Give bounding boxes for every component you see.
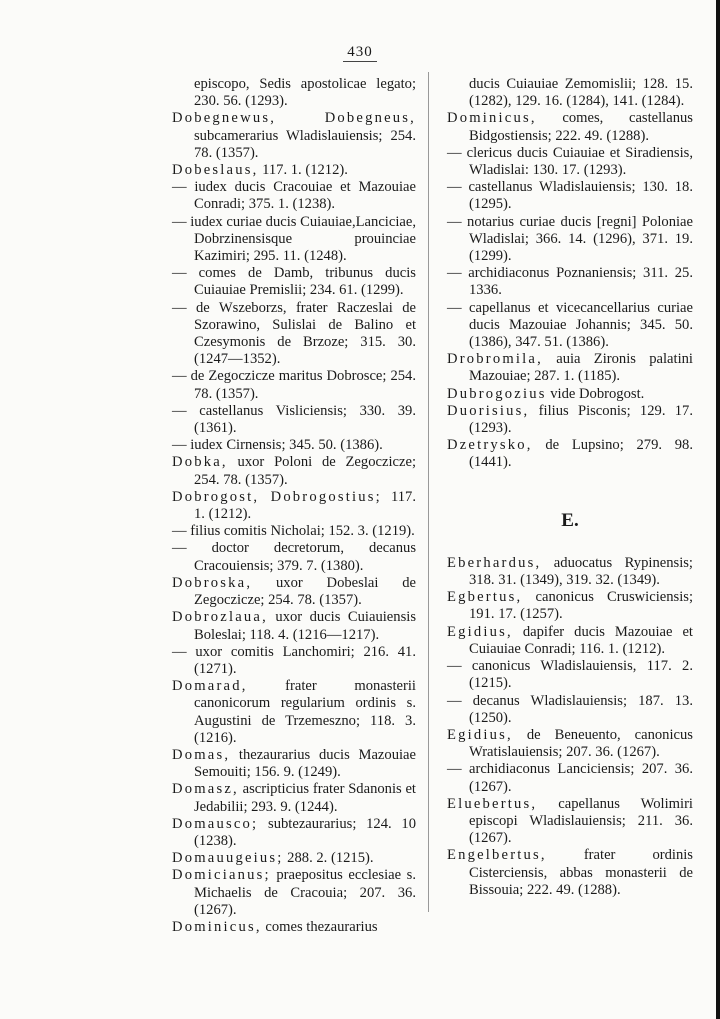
- entry-text: episcopo, Sedis apostolicae legato; 230. 56. (1293).: [194, 76, 416, 110]
- right-column: [447, 76, 693, 899]
- section-letter-heading: E.: [561, 509, 579, 531]
- entry-headword: Dobeslaus,: [172, 162, 259, 179]
- entry-text: — filius comitis Nicholai; 152. 3. (1219).: [172, 523, 415, 540]
- entry-headword: Dominicus,: [172, 918, 262, 935]
- index-entry: [172, 609, 416, 643]
- page-edge-shadow: [716, 0, 720, 1019]
- index-subentry: [447, 214, 693, 266]
- index-subentry: [172, 300, 416, 369]
- entry-text: aduocatus Rypinensis; 318. 31. (1349), 319. 32. (1349).: [469, 554, 693, 589]
- index-entry: [172, 454, 416, 488]
- index-entry: [172, 816, 416, 850]
- entry-headword: Dominicus,: [447, 110, 537, 127]
- entry-text: — archidiaconus Lanciciensis; 207. 36. (1267).: [447, 761, 693, 795]
- index-subentry: [172, 265, 416, 299]
- entry-text: frater monasterii canonicorum regularium ordinis s. Augustini de Trzemeszno; 118. 3. (1216).: [194, 678, 416, 746]
- entry-text: 288. 2. (1215).: [283, 850, 374, 867]
- column-divider: [428, 72, 429, 912]
- entry-text: — canonicus Wladislauiensis, 117. 2. (1215).: [447, 658, 693, 692]
- index-subentry: [447, 300, 693, 352]
- entry-text: subcamerarius Wladislauiensis; 254. 78. (1357).: [194, 127, 416, 161]
- entry-headword: Eberhardus,: [447, 554, 542, 571]
- index-subentry: [447, 265, 693, 299]
- entry-text: uxor ducis Cuiauiensis Boleslai; 118. 4. (1216—1217).: [194, 609, 416, 643]
- index-subentry: [172, 437, 416, 454]
- entry-headword: Eluebertus,: [447, 795, 538, 812]
- index-entry: [172, 489, 416, 523]
- entry-text: comes, castellanus Bidgostiensis; 222. 49. (1288).: [469, 110, 693, 144]
- entry-headword: Egidius,: [447, 623, 513, 640]
- index-subentry: [172, 403, 416, 437]
- entry-text: — uxor comitis Lanchomiri; 216. 41. (1271).: [172, 643, 416, 677]
- entry-text: auia Zironis palatini Mazouiae; 287. 1. (1185).: [469, 351, 693, 385]
- entry-headword: Engelbertus,: [447, 847, 547, 864]
- index-entry: [447, 110, 693, 144]
- entry-text: — castellanus Visliciensis; 330. 39. (1361).: [172, 402, 416, 437]
- index-entry: [172, 919, 416, 936]
- index-entry: [172, 678, 416, 747]
- entry-headword: Dobrogost, Dobrogostius;: [172, 488, 382, 505]
- entry-text: ascripticius frater Sdanonis et Jedabilii; 293. 9. (1244).: [194, 781, 416, 815]
- entry-text: uxor Poloni de Zegoczicze; 254. 78. (1357).: [194, 454, 416, 488]
- entry-text: thezaurarius ducis Mazouiae Semouiti; 156. 9. (1249).: [194, 746, 416, 781]
- entry-text: subtezaurarius; 124. 10 (1238).: [194, 815, 416, 849]
- index-entry: [172, 781, 416, 815]
- index-entry: [447, 386, 693, 403]
- entry-headword: Domasz,: [172, 781, 239, 798]
- entry-text: — iudex ducis Cracouiae et Mazouiae Conradi; 375. 1. (1238).: [172, 179, 416, 213]
- entry-headword: Duorisius,: [447, 402, 530, 419]
- entry-text: 117. 1. (1212).: [194, 488, 416, 523]
- index-entry: [447, 727, 693, 761]
- entry-text: praepositus ecclesiae s. Michaelis de Cracouia; 207. 36. (1267).: [194, 867, 416, 918]
- index-entry: [447, 847, 693, 899]
- entry-headword: Egidius,: [447, 726, 513, 743]
- index-entry: [172, 850, 416, 867]
- index-entry: [447, 624, 693, 658]
- index-subentry: [172, 179, 416, 213]
- entry-text: — capellanus et vicecancellarius curiae ducis Mazouiae Johannis; 345. 50. (1386), 347. 51. (1386).: [447, 299, 693, 351]
- entry-headword: Dobka,: [172, 454, 228, 471]
- left-column: [172, 76, 416, 936]
- index-entry: [172, 575, 416, 609]
- index-subentry: [172, 523, 416, 540]
- entry-text: — archidiaconus Poznaniensis; 311. 25. 1336.: [447, 265, 693, 299]
- entry-text: — de Zegoczicze maritus Dobrosce; 254. 78. (1357).: [172, 368, 416, 402]
- index-subentry: [172, 214, 416, 266]
- index-entry: [447, 589, 693, 623]
- index-entry: [172, 110, 416, 162]
- index-entry: [172, 867, 416, 919]
- entry-text: — de Wszeborzs, frater Raczeslai de Szorawino, Sulislai de Balino et Czesymonis de Brzoze; 315. 30. (1247—1352).: [172, 299, 416, 368]
- entry-text: canonicus Cruswiciensis; 191. 17. (1257).: [469, 589, 693, 623]
- index-entry: [447, 796, 693, 848]
- index-subentry: [447, 658, 693, 692]
- entry-text: dapifer ducis Mazouiae et Cuiauiae Conradi; 116. 1. (1212).: [469, 623, 693, 657]
- index-subentry: [447, 145, 693, 179]
- entry-text: — decanus Wladislauiensis; 187. 13. (1250).: [447, 692, 693, 726]
- entry-headword: Dobrozlaua,: [172, 609, 268, 626]
- entry-headword: Domicianus;: [172, 867, 271, 884]
- entry-headword: Dubrogozius: [447, 385, 547, 402]
- entry-text: de Lupsino; 279. 98. (1441).: [469, 437, 693, 471]
- index-subentry: [172, 644, 416, 678]
- index-subentry: [447, 693, 693, 727]
- entry-text: — iudex Cirnensis; 345. 50. (1386).: [172, 437, 383, 454]
- entry-headword: Domas,: [172, 746, 231, 763]
- index-entry-continuation: [447, 76, 693, 110]
- entry-text: 117. 1. (1212).: [258, 162, 348, 179]
- entry-headword: Dobroska,: [172, 574, 253, 591]
- index-entry: [447, 403, 693, 437]
- entry-text: filius Pisconis; 129. 17. (1293).: [469, 402, 693, 437]
- entry-headword: Egbertus,: [447, 589, 523, 606]
- index-entry: [172, 747, 416, 781]
- index-entry: [447, 437, 693, 471]
- index-subentry: [447, 179, 693, 213]
- entry-text: vide Dobrogost.: [546, 385, 645, 402]
- entry-headword: Domarad,: [172, 678, 248, 695]
- entry-text: de Beneuento, canonicus Wratislauiensis; 207. 36. (1267).: [469, 726, 693, 761]
- entry-headword: Domauugeius;: [172, 850, 284, 867]
- entry-text: — comes de Damb, tribunus ducis Cuiauiae Premislii; 234. 61. (1299).: [172, 265, 416, 299]
- index-entry: [447, 555, 693, 589]
- entry-text: uxor Dobeslai de Zegoczicze; 254. 78. (1357).: [194, 574, 416, 609]
- entry-text: comes thezaurarius: [261, 918, 378, 935]
- entry-headword: Domausco;: [172, 815, 259, 832]
- entry-headword: Drobromila,: [447, 351, 543, 368]
- index-entry: [447, 351, 693, 385]
- entry-text: — castellanus Wladislauiensis; 130. 18. (1295).: [447, 179, 693, 213]
- entry-text: frater ordinis Cisterciensis, abbas monasterii de Bissouia; 222. 49. (1288).: [469, 847, 693, 898]
- entry-text: — iudex curiae ducis Cuiauiae,Lanciciae, Dobrzinensisque prouinciae Kazimiri; 295. 11. (1248).: [172, 213, 416, 265]
- entry-text: capellanus Wolimiri episcopi Wladislauiensis; 211. 36. (1267).: [469, 795, 693, 847]
- index-entry: [172, 162, 416, 179]
- index-entry-continuation: [172, 76, 416, 110]
- entry-headword: Dobegnewus, Dobegneus,: [172, 110, 416, 127]
- index-subentry: [172, 368, 416, 402]
- entry-text: — doctor decretorum, decanus Cracouiensis; 379. 7. (1380).: [172, 540, 416, 574]
- entry-text: — notarius curiae ducis [regni] Poloniae Wladislai; 366. 14. (1296), 371. 19. (1299).: [447, 213, 693, 265]
- index-subentry: [172, 540, 416, 574]
- entry-text: ducis Cuiauiae Zemomislii; 128. 15. (1282), 129. 16. (1284), 141. (1284).: [469, 76, 693, 110]
- page-number: 430: [0, 44, 720, 61]
- entry-text: — clericus ducis Cuiauiae et Siradiensis, Wladislai: 130. 17. (1293).: [447, 144, 693, 179]
- entry-headword: Dzetrysko,: [447, 437, 533, 454]
- index-subentry: [447, 761, 693, 795]
